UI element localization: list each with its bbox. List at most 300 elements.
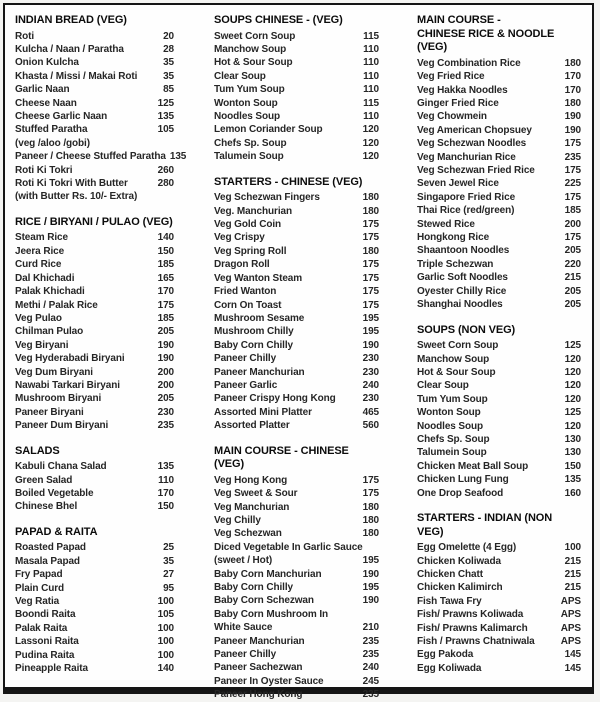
item-price: 35 [163, 70, 174, 82]
item-name: One Drop Seafood [417, 487, 504, 499]
menu-item-row [417, 271, 581, 284]
item-price: 230 [362, 366, 379, 378]
section-title: PAPAD & RAITA [15, 525, 98, 538]
item-price: 110 [158, 474, 174, 486]
item-name: Chilman Pulao [15, 326, 84, 338]
item-price: 28 [163, 44, 174, 55]
item-price: 220 [564, 258, 581, 270]
item-price: 130 [564, 433, 581, 445]
item-name: Veg Chilly [214, 514, 261, 526]
item-price: 120 [362, 124, 379, 136]
item-name: Baby Corn Schezwan [214, 595, 314, 607]
menu-section [15, 14, 187, 204]
item-price: 235 [157, 420, 174, 432]
item-price: 195 [362, 312, 379, 324]
item-name: Chefs Sp. Soup [417, 433, 490, 445]
menu-item-row [15, 137, 174, 150]
item-price: 175 [564, 165, 581, 177]
item-name: Paneer / Cheese Stuffed Paratha [15, 151, 166, 163]
item-name: Paneer Dum Biryani [15, 420, 109, 432]
section-title: STARTERS - INDIAN (NON VEG) [417, 511, 553, 538]
item-price: 160 [564, 487, 581, 499]
menu-section [214, 176, 379, 433]
menu-item-row [15, 392, 174, 405]
item-name: Noodles Soup [214, 111, 281, 123]
item-name: Talumein Soup [214, 151, 284, 163]
item-name: Seven Jewel Rice [417, 178, 499, 190]
item-name: Cheese Naan [15, 97, 77, 109]
menu-item-row [15, 379, 174, 392]
menu-item-row [214, 675, 379, 688]
item-name: Veg Schezwan Fried Rice [417, 165, 535, 177]
menu-section [15, 526, 174, 676]
menu-item-row [15, 366, 174, 379]
menu-item-row [417, 595, 581, 608]
menu-item-row [15, 299, 174, 312]
item-name: Chefs Sp. Soup [214, 137, 287, 149]
item-name: Veg Hyderabadi Biryani [15, 353, 125, 365]
item-name: Pudina Raita [15, 649, 75, 661]
item-price: 125 [564, 407, 581, 419]
item-price: 180 [362, 514, 379, 526]
menu-item-row [214, 97, 379, 110]
item-name: Lassoni Raita [15, 636, 79, 648]
item-price: APS [560, 609, 581, 621]
menu-item-row [15, 635, 174, 648]
item-price: 180 [362, 501, 379, 513]
menu-item-row [15, 555, 174, 568]
menu-item-row [214, 43, 379, 56]
menu-item-row [214, 648, 379, 661]
menu-item-row [214, 325, 379, 338]
menu-item-row [417, 541, 581, 554]
item-price: APS [560, 622, 581, 634]
menu-item-row [214, 608, 379, 621]
menu-item-row [214, 299, 379, 312]
menu-column [417, 14, 581, 675]
item-price: 200 [157, 379, 174, 391]
item-name: Assorted Platter [214, 420, 290, 432]
item-price: 125 [564, 340, 581, 352]
section-title: SOUPS (NON VEG) [417, 323, 516, 336]
item-price: 120 [564, 353, 581, 365]
menu-item-row [15, 190, 174, 203]
menu-item-row [214, 56, 379, 69]
item-name: Baby Corn Chilly [214, 582, 293, 593]
item-price: 140 [157, 232, 174, 244]
item-name: Khasta / Missi / Makai Roti [15, 70, 138, 82]
menu-item-row [214, 352, 379, 365]
menu-item-row [417, 366, 581, 379]
item-price: 175 [362, 474, 379, 486]
item-price: 200 [157, 366, 174, 378]
item-price: 125 [157, 97, 174, 109]
menu-item-row [417, 608, 581, 621]
item-price: 195 [362, 555, 379, 567]
section-rows [15, 541, 174, 675]
menu-item-row [214, 70, 379, 83]
menu-item-row [214, 123, 379, 136]
item-name: Veg Gold Coin [214, 219, 282, 231]
item-name: Manchow Soup [417, 353, 490, 365]
item-name: Veg Schezwan [214, 528, 282, 540]
item-name: Hot & Sour Soup [214, 57, 293, 69]
menu-item-row [214, 661, 379, 674]
item-name: Egg Omelette (4 Egg) [417, 542, 517, 554]
item-name: Veg Spring Roll [214, 245, 287, 257]
item-price: 180 [362, 528, 379, 540]
item-price: 180 [362, 205, 379, 217]
menu-section [417, 324, 581, 500]
item-name: Singapore Fried Rice [417, 191, 516, 203]
item-name: (with Butter Rs. 10/- Extra) [15, 191, 138, 203]
menu-item-row [214, 541, 379, 554]
item-name: Onion Kulcha [15, 57, 79, 69]
menu-item-row [417, 97, 581, 110]
item-name: Veg Ratia [15, 596, 60, 607]
item-name: Diced Vegetable In Garlic Sauce [214, 541, 363, 553]
item-name: Masala Papad [15, 555, 80, 567]
menu-item-row [214, 258, 379, 271]
item-name: Garlic Soft Noodles [417, 272, 508, 284]
menu-item-row [15, 608, 174, 621]
item-price: 110 [363, 70, 379, 82]
item-name: Cheese Garlic Naan [15, 111, 108, 123]
item-name: Veg Pulao [15, 312, 62, 324]
item-price: 195 [362, 326, 379, 338]
item-price: 165 [157, 272, 174, 284]
item-price: 185 [157, 259, 174, 271]
item-price: 100 [157, 636, 174, 648]
menu-item-row [417, 177, 581, 190]
item-name: Sweet Corn Soup [214, 30, 296, 42]
item-name: Roti Ki Tokri With Butter [15, 178, 128, 190]
item-price: 240 [362, 662, 379, 674]
item-name: Kulcha / Naan / Paratha [15, 44, 124, 55]
item-price: 140 [157, 663, 174, 675]
section-rows [417, 541, 581, 675]
item-price: 110 [363, 84, 379, 96]
menu-item-row [417, 258, 581, 271]
menu-item-row [417, 393, 581, 406]
menu-item-row [417, 151, 581, 164]
menu-column [15, 14, 187, 675]
item-name: Fry Papad [15, 569, 63, 581]
item-name: Mushroom Sesame [214, 312, 305, 324]
item-price: 260 [157, 164, 174, 176]
menu-item-row [417, 339, 581, 352]
menu-item-row [15, 541, 174, 554]
item-name: Veg Wanton Steam [214, 272, 303, 284]
menu-item-row [417, 568, 581, 581]
item-price: 215 [564, 582, 581, 594]
item-price: 150 [157, 245, 174, 257]
menu-item-row [214, 285, 379, 298]
item-name: Veg Combination Rice [417, 57, 521, 69]
item-name: Chicken Koliwada [417, 555, 501, 567]
menu-item-row [15, 352, 174, 365]
menu-item-row [417, 298, 581, 311]
menu-section [214, 14, 379, 164]
item-name: Veg Hong Kong [214, 474, 288, 486]
item-price: 135 [157, 461, 174, 473]
item-name: Paneer Chilly [214, 353, 277, 365]
item-name: (sweet / Hot) [214, 555, 273, 567]
item-name: Paneer Sachezwan [214, 662, 303, 674]
menu-item-row [15, 285, 174, 298]
item-price: 175 [362, 286, 379, 298]
item-price: 180 [362, 245, 379, 257]
section-rows [214, 30, 379, 164]
item-name: Chicken Meat Ball Soup [417, 460, 529, 472]
item-price: 205 [157, 393, 174, 405]
menu-item-row [15, 164, 174, 177]
menu-item-row [417, 137, 581, 150]
menu-item-row [15, 325, 174, 338]
menu-item-row [15, 568, 174, 581]
item-name: Dal Khichadi [15, 272, 75, 284]
menu-item-row [214, 110, 379, 123]
item-price: 145 [564, 662, 581, 674]
menu-item-row [214, 621, 379, 634]
item-price: 225 [564, 178, 581, 190]
item-name: Paneer Garlic [214, 379, 278, 391]
menu-section [214, 445, 379, 702]
item-price: 465 [362, 406, 379, 418]
menu-item-row [214, 527, 379, 540]
menu-item-row [15, 97, 174, 110]
menu-item-row [417, 433, 581, 446]
menu-item-row [214, 272, 379, 285]
item-price: 100 [157, 596, 174, 607]
item-name: Boiled Vegetable [15, 487, 94, 499]
item-name: Fish / Prawns Chatniwala [417, 636, 535, 647]
item-price: 190 [362, 339, 379, 351]
item-name: Green Salad [15, 474, 73, 486]
menu-item-row [417, 204, 581, 217]
item-name: Paneer Manchurian [214, 635, 305, 647]
item-price: 280 [157, 178, 174, 190]
menu-item-row [214, 568, 379, 581]
menu-item-row [417, 581, 581, 594]
item-name: Fish/ Prawns Kalimarch [417, 622, 528, 634]
item-price: 150 [564, 460, 581, 472]
section-title: RICE / BIRYANI / PULAO (VEG) [15, 215, 173, 228]
menu-item-row [15, 272, 174, 285]
item-name: Hot & Sour Soup [417, 366, 496, 378]
item-price: 120 [564, 420, 581, 432]
section-title: STARTERS - CHINESE (VEG) [214, 175, 363, 188]
menu-item-row [15, 123, 174, 136]
item-price: APS [560, 636, 581, 647]
item-name: Dragon Roll [214, 259, 270, 271]
item-name: Mushroom Biryani [15, 393, 102, 405]
menu-item-row [15, 649, 174, 662]
item-name: Mushroom Chilly [214, 326, 294, 338]
item-name: Chicken Kalimirch [417, 582, 503, 594]
menu-item-row [214, 150, 379, 163]
item-price: 120 [564, 366, 581, 378]
menu-item-row [417, 57, 581, 70]
item-name: Veg Schezwan Fingers [214, 192, 320, 204]
item-name: Pineapple Raita [15, 663, 88, 675]
item-name: Curd Rice [15, 259, 62, 271]
menu-item-row [15, 662, 174, 675]
item-price: 175 [362, 488, 379, 500]
item-name: Veg Manchurian [214, 501, 290, 513]
item-price: 120 [564, 393, 581, 405]
menu-item-row [214, 514, 379, 527]
item-price: 230 [362, 393, 379, 405]
menu-item-row [214, 474, 379, 487]
menu-item-row [15, 56, 174, 69]
item-price: 170 [157, 286, 174, 298]
section-rows [214, 474, 379, 702]
menu-item-row [214, 406, 379, 419]
item-name: Sweet Corn Soup [417, 340, 499, 352]
item-price: 215 [564, 555, 581, 567]
item-price: 175 [362, 219, 379, 231]
menu-item-row [15, 500, 174, 513]
item-price: 27 [163, 569, 174, 581]
menu-item-row [417, 84, 581, 97]
menu-item-row [417, 164, 581, 177]
section-rows [15, 460, 174, 514]
item-name: Paneer Crispy Hong Kong [214, 393, 336, 405]
section-title: INDIAN BREAD (VEG) [15, 14, 127, 26]
item-price: 200 [564, 218, 581, 230]
item-price: 115 [363, 30, 379, 42]
item-price: 215 [564, 272, 581, 284]
item-price: 210 [362, 622, 379, 634]
item-price: 170 [564, 84, 581, 96]
item-name: Baby Corn Chilly [214, 339, 293, 351]
item-price: 185 [564, 205, 581, 217]
item-name: Paneer In Oyster Sauce [214, 675, 324, 687]
item-name: Wonton Soup [417, 407, 481, 419]
item-price: 120 [564, 380, 581, 392]
item-price: 110 [363, 44, 379, 55]
item-name: Noodles Soup [417, 420, 484, 432]
item-name: Palak Raita [15, 622, 68, 634]
item-name: Veg Biryani [15, 339, 69, 351]
item-price: 560 [362, 420, 379, 432]
menu-item-row [417, 231, 581, 244]
menu-item-row [417, 285, 581, 298]
menu-item-row [417, 124, 581, 137]
item-price: 190 [157, 339, 174, 351]
section-title: MAIN COURSE - CHINESE (VEG) [214, 444, 349, 471]
item-name: Paneer Chilly [214, 649, 277, 661]
menu-item-row [214, 83, 379, 96]
menu-item-row [417, 218, 581, 231]
item-name: Methi / Palak Rice [15, 299, 98, 311]
menu-item-row [15, 43, 174, 56]
item-price: 20 [163, 30, 174, 42]
menu-item-row [417, 662, 581, 675]
menu-item-row [214, 339, 379, 352]
item-name: Lemon Coriander Soup [214, 124, 323, 136]
menu-item-row [15, 460, 174, 473]
item-name: Egg Pakoda [417, 649, 474, 661]
item-price: 235 [362, 635, 379, 647]
menu-section [417, 512, 581, 675]
item-name: Paneer Biryani [15, 406, 84, 418]
menu-item-row [417, 446, 581, 459]
item-price: 110 [363, 57, 379, 69]
item-price: 180 [564, 98, 581, 109]
section-rows [15, 30, 187, 204]
item-price: 195 [362, 582, 379, 593]
item-price: 180 [564, 57, 581, 69]
item-price: 215 [564, 568, 581, 580]
menu-item-row [15, 245, 174, 258]
item-price: 175 [564, 138, 581, 150]
menu-item-row [15, 231, 174, 244]
item-price: 240 [362, 379, 379, 391]
item-price: 175 [564, 232, 581, 244]
item-price: 185 [157, 312, 174, 324]
item-price: 230 [362, 353, 379, 365]
item-name: Veg American Chopsuey [417, 124, 532, 136]
item-price: 145 [564, 649, 581, 661]
item-price: 205 [564, 299, 581, 311]
menu-item-row [417, 473, 581, 486]
menu-item-row [417, 244, 581, 257]
item-name: Assorted Mini Platter [214, 406, 312, 418]
menu-item-row [417, 555, 581, 568]
item-price: 230 [157, 406, 174, 418]
item-name: Roti [15, 30, 35, 42]
section-rows [214, 191, 379, 432]
menu-item-row [15, 30, 174, 43]
menu-section [417, 14, 581, 312]
item-price: 120 [362, 137, 379, 149]
item-price: 235 [564, 151, 581, 163]
item-name: Shanghai Noodles [417, 299, 503, 311]
menu-item-row [214, 581, 379, 594]
item-name: Roti Ki Tokri [15, 164, 73, 176]
item-price: 120 [362, 151, 379, 163]
item-price: 110 [363, 111, 379, 123]
menu-item-row [214, 501, 379, 514]
menu-column [214, 14, 379, 702]
item-price: 135 [157, 111, 174, 123]
section-title: MAIN COURSE - CHINESE RICE & NOODLE (VEG) [417, 14, 555, 54]
item-name: Thai Rice (red/green) [417, 205, 515, 217]
item-name: (veg /aloo /gobi) [15, 137, 90, 149]
menu-section [15, 216, 174, 433]
menu-item-row [15, 70, 174, 83]
item-price: 190 [362, 568, 379, 580]
menu-item-row [15, 487, 174, 500]
item-price: 175 [564, 191, 581, 203]
item-price: 175 [362, 232, 379, 244]
menu-item-row [417, 379, 581, 392]
item-name: Paneer Hong Kong [214, 689, 303, 701]
section-title: SALADS [15, 444, 60, 457]
menu-item-row [214, 366, 379, 379]
item-name: Nawabi Tarkari Biryani [15, 379, 120, 391]
menu-item-row [214, 137, 379, 150]
item-price: 175 [362, 259, 379, 271]
menu-item-row [214, 30, 379, 43]
item-name: Shaantoon Noodles [417, 245, 510, 257]
item-price: 235 [362, 649, 379, 661]
section-rows [417, 339, 581, 500]
menu-item-row [15, 150, 187, 163]
menu-item-row [214, 392, 379, 405]
